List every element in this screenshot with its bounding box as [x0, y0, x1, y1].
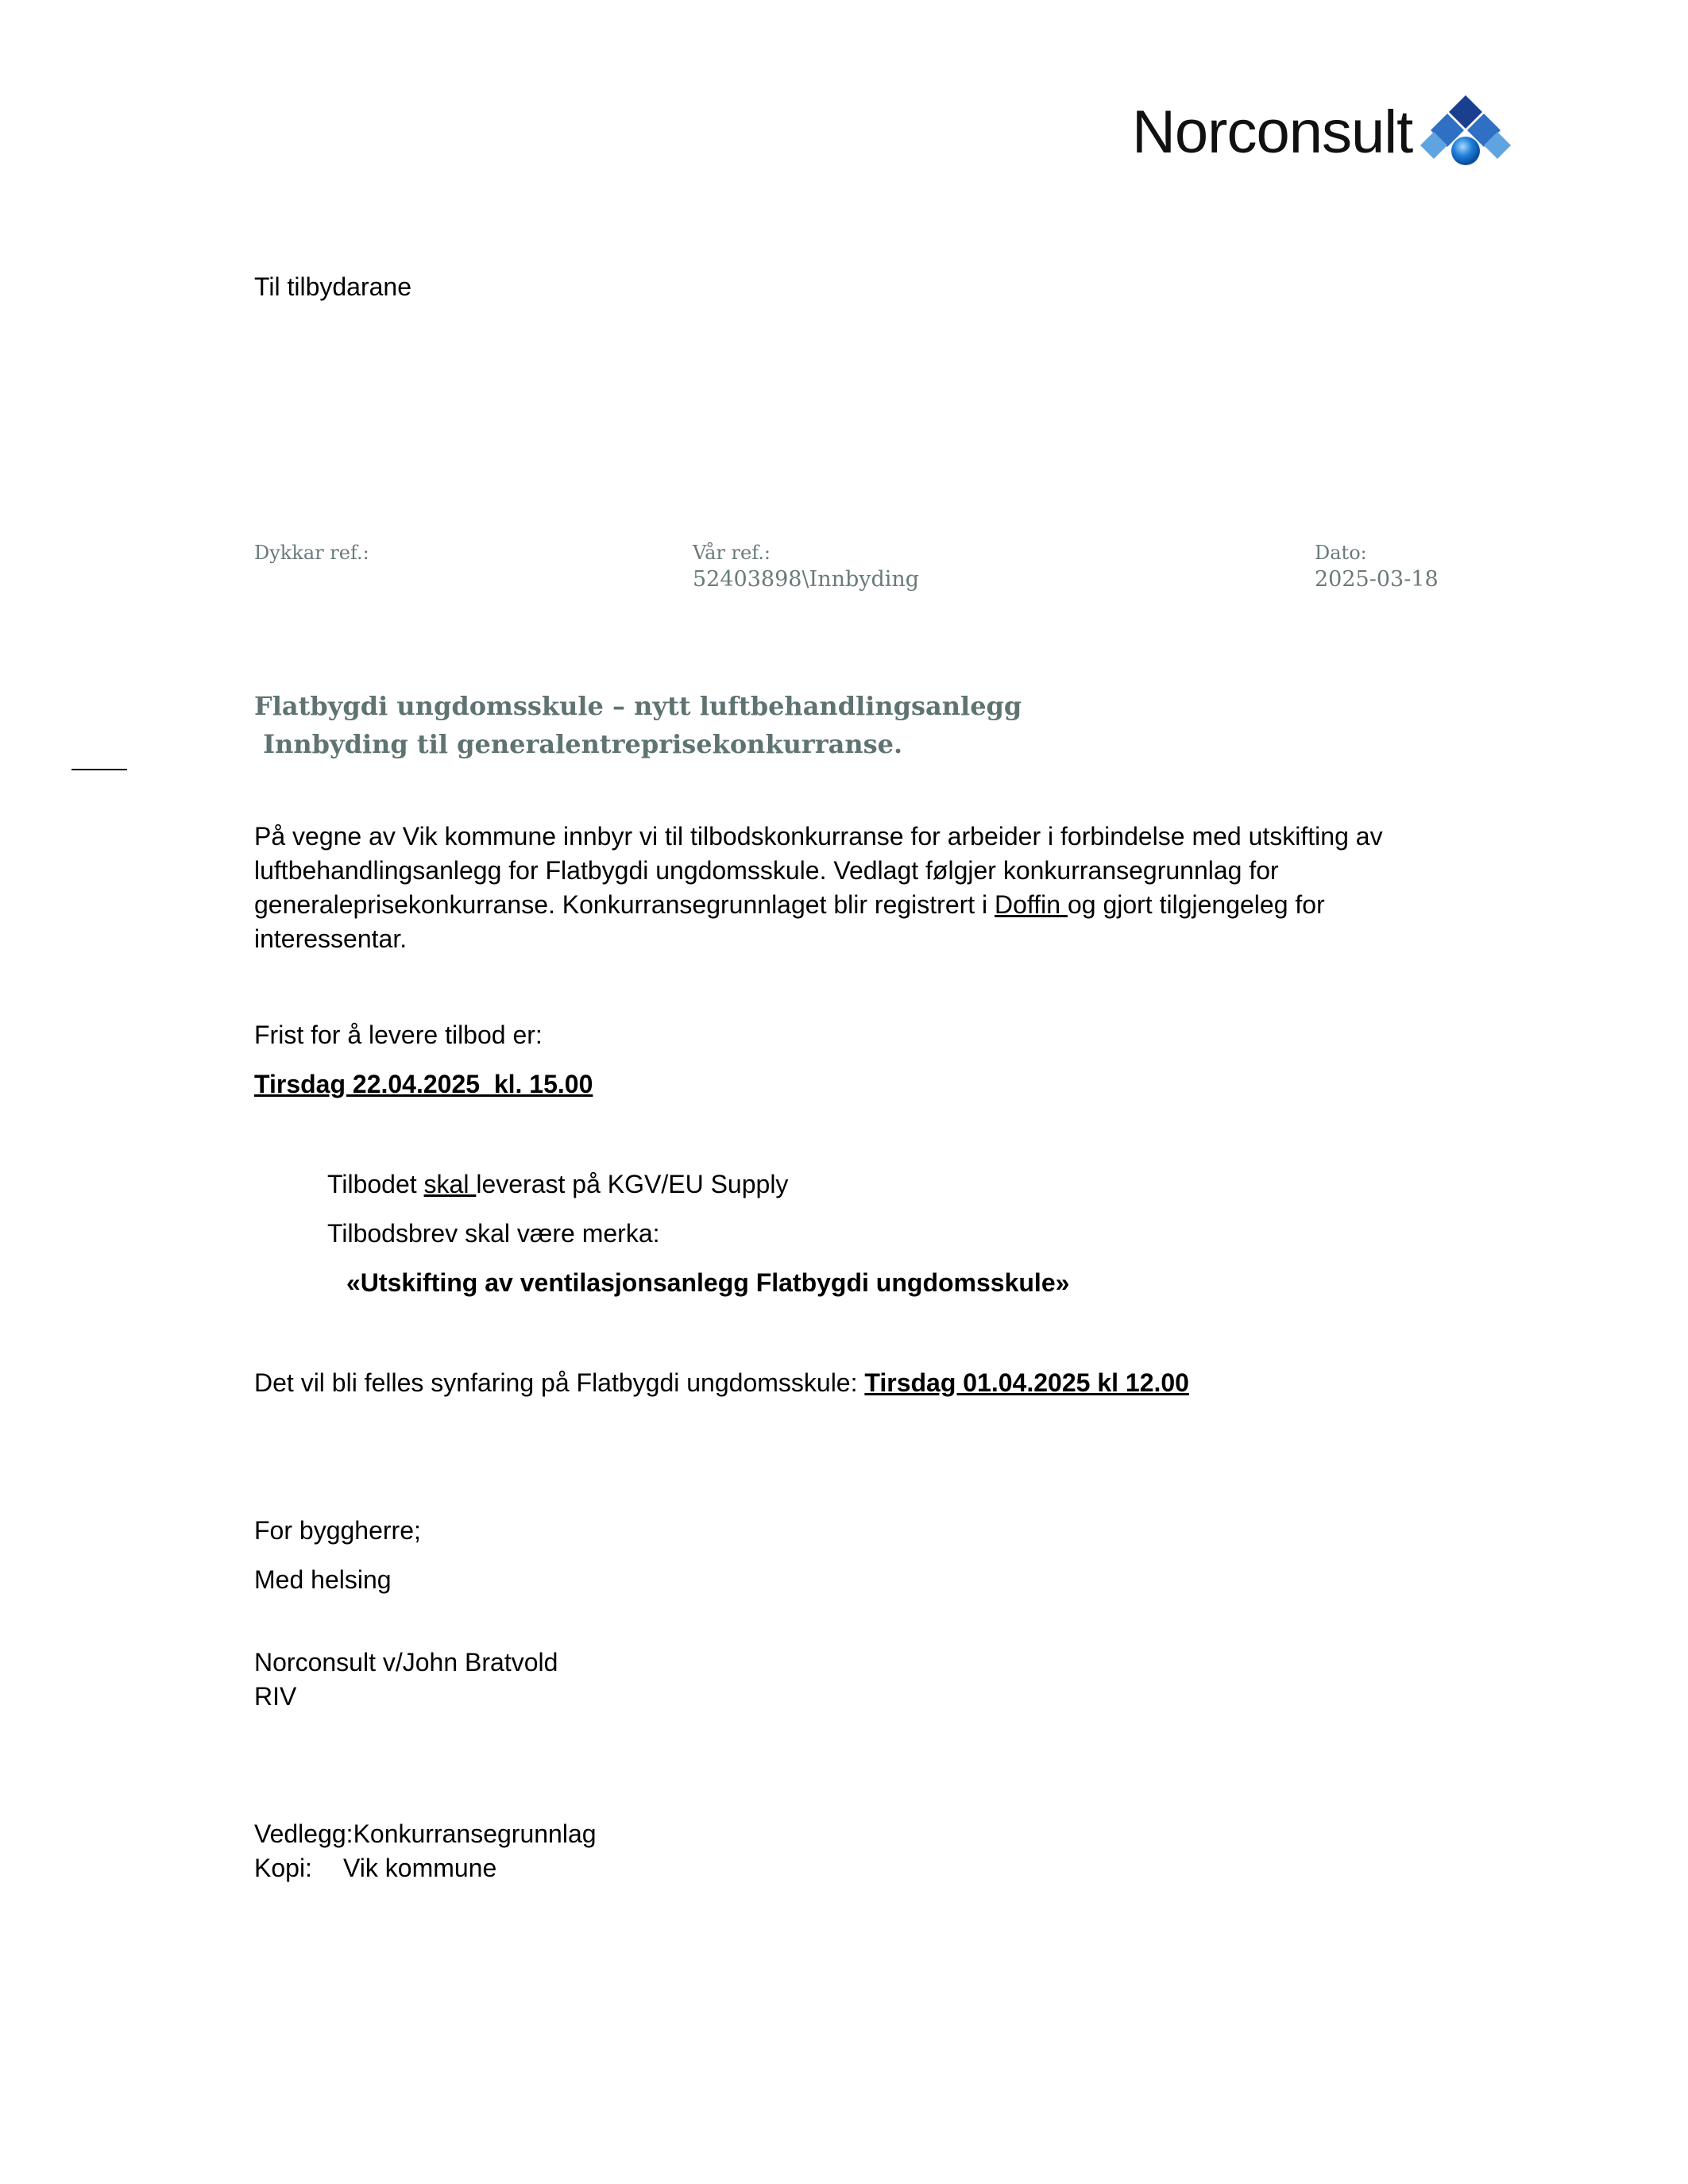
copy-label: Kopi: — [254, 1854, 312, 1882]
intro-text-1: På vegne av Vik kommune innbyr vi til tilbodskonkurranse for arbeider i forbindelse med utskifting av luftbehandlingsanlegg for Flatbygdi ungdomsskule. Vedlagt følgjer konkurransegrunnlag for generaleprisekonkurranse. Konkurransegrunnlaget blir registrert i — [254, 822, 1383, 919]
delivery-line — [327, 1167, 788, 1202]
date-label: Dato: — [1315, 542, 1367, 564]
subject-line-1: Flatbygdi ungdomsskule – nytt luftbehandlingsanlegg — [254, 691, 1022, 721]
deadline-value: Tirsdag 22.04.2025 kl. 15.00 — [254, 1070, 593, 1098]
norconsult-logo-icon — [1419, 94, 1512, 175]
attachments-line — [254, 1817, 597, 1851]
subject-line-2: Innbyding til generalentreprisekonkurranse. — [254, 729, 903, 759]
closing-line-2: Med helsing — [254, 1565, 392, 1594]
signer-role: RIV — [254, 1682, 297, 1711]
mark-label: Tilbodsbrev skal være merka: — [327, 1219, 660, 1248]
inspection-date: Tirsdag 01.04.2025 kl 12.00 — [864, 1368, 1189, 1397]
mark-value: «Utskifting av ventilasjonsanlegg Flatbygdi ungdomsskule» — [346, 1268, 1070, 1297]
copy-line — [254, 1851, 496, 1885]
margin-mark — [71, 769, 127, 770]
recipient: Til tilbydarane — [254, 272, 412, 301]
our-ref-label: Vår ref.: — [693, 542, 771, 564]
closing-line-1: For byggherre; — [254, 1516, 421, 1545]
copy-value: Vik kommune — [343, 1854, 497, 1882]
delivery-post: leverast på KGV/EU Supply — [476, 1170, 789, 1198]
our-ref-value: 52403898\Innbyding — [693, 567, 920, 592]
doffin-link[interactable]: Doffin — [995, 890, 1068, 919]
inspection-text: Det vil bli felles synfaring på Flatbygdi ungdomsskule: — [254, 1368, 865, 1397]
date-value: 2025-03-18 — [1315, 567, 1439, 592]
your-ref-label: Dykkar ref.: — [254, 542, 369, 564]
delivery-skal: skal — [423, 1170, 477, 1198]
attachments-value: Konkurransegrunnlag — [353, 1819, 597, 1848]
intro-paragraph — [254, 820, 1422, 956]
signer-name: Norconsult v/John Bratvold — [254, 1648, 558, 1677]
intro-text-2: og gjort tilgjengeleg for interessentar. — [254, 890, 1325, 953]
delivery-pre: Tilbodet — [327, 1170, 424, 1198]
logo-wordmark: Norconsult — [1132, 98, 1413, 166]
deadline-label: Frist for å levere tilbod er: — [254, 1021, 543, 1049]
inspection-line — [254, 1366, 1189, 1400]
attachments-label: Vedlegg: — [254, 1819, 353, 1848]
